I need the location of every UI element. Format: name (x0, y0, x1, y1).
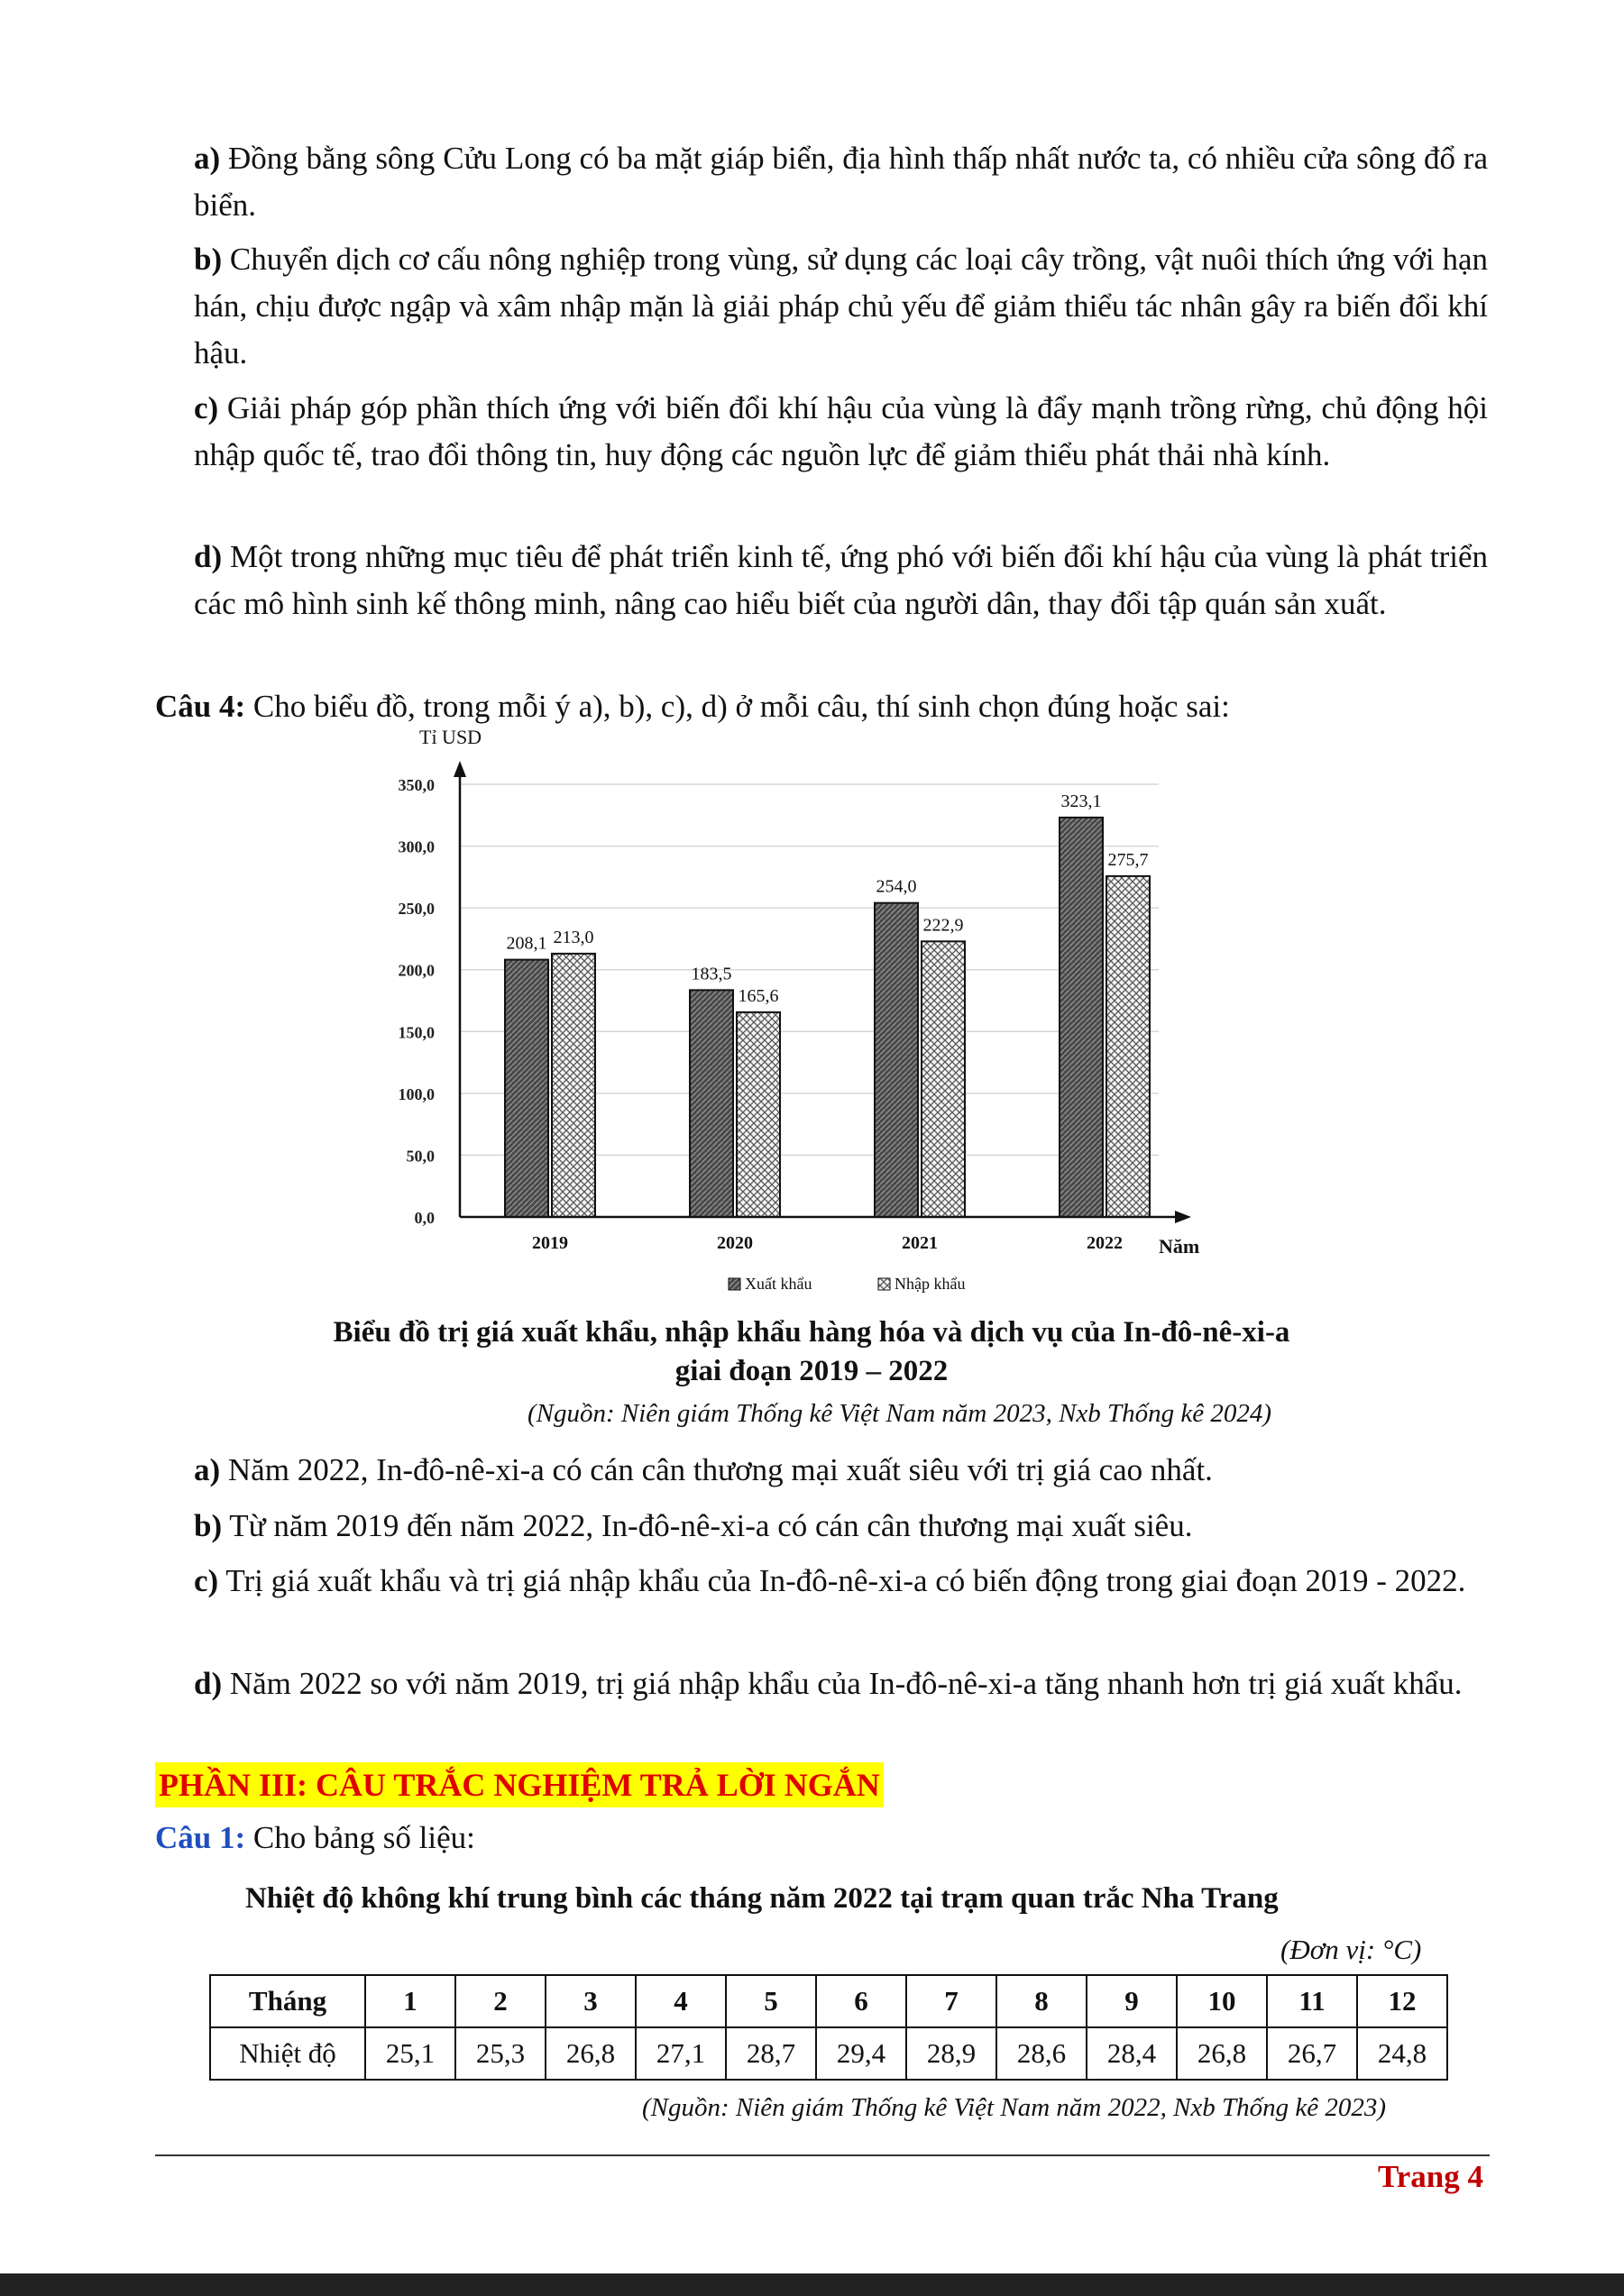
bottom-edge (0, 2273, 1624, 2296)
bar-import (737, 1012, 780, 1217)
q4-item-a (194, 1447, 1488, 1494)
y-tick-label: 100,0 (398, 1084, 435, 1103)
bar-chart (361, 730, 1226, 1316)
item-text: Trị giá xuất khẩu và trị giá nhập khẩu của In-đô-nê-xi-a có biến động trong giai đoạn 2019 - 2022. (218, 1563, 1466, 1598)
chart-caption-line1: Biểu đồ trị giá xuất khẩu, nhập khẩu hàng hóa và dịch vụ của In-đô-nê-xi-a (333, 1316, 1290, 1349)
item-letter: a) (194, 141, 221, 176)
item-letter: c) (194, 1563, 219, 1598)
y-axis-label: Tỉ USD (419, 730, 482, 748)
item-text: Giải pháp góp phần thích ứng với biến đổi khí hậu của vùng là đẩy mạnh trồng rừng, chủ động hội nhập quốc tế, trao đổi thông tin, huy động các nguồn lực để giảm thiểu phát thải nhà kính. (194, 390, 1488, 472)
question-label: Câu 1: (155, 1820, 246, 1855)
chart-bars (505, 791, 1150, 1217)
month-cell: 6 (816, 1975, 906, 2027)
legend-label-import: Nhập khẩu (895, 1275, 966, 1293)
y-tick-label: 0,0 (414, 1209, 435, 1227)
temperature-cell: 28,6 (996, 2027, 1087, 2080)
bar-import (1106, 876, 1150, 1217)
legend-swatch-export (729, 1278, 740, 1290)
x-tick-labels (532, 1233, 1123, 1253)
bar-export (875, 903, 918, 1217)
month-cell: 7 (906, 1975, 996, 2027)
item-text: Một trong những mục tiêu để phát triển kinh tế, ứng phó với biến đổi khí hậu của vùng là phát triển các mô hình sinh kế thông minh, nâng cao hiểu biết của người dân, thay đổi tập quán sản xuất. (194, 539, 1488, 621)
temperature-cell: 27,1 (636, 2027, 726, 2080)
data-label: 323,1 (1060, 791, 1102, 811)
item-letter: b) (194, 1508, 223, 1543)
item-letter: d) (194, 539, 223, 574)
y-tick-label: 350,0 (398, 776, 435, 794)
data-label: 222,9 (922, 915, 964, 936)
data-label: 213,0 (553, 927, 594, 947)
temperature-cell: 24,8 (1357, 2027, 1447, 2080)
item-text: Từ năm 2019 đến năm 2022, In-đô-nê-xi-a có cán cân thương mại xuất siêu. (222, 1508, 1193, 1543)
month-cell: 4 (636, 1975, 726, 2027)
x-tick-label: 2019 (532, 1233, 568, 1253)
page-number: Trang 4 (1378, 2159, 1483, 2194)
temperature-cell: 28,7 (726, 2027, 816, 2080)
q4-item-b (194, 1503, 1488, 1550)
bar-export (1060, 818, 1103, 1217)
item-d-prev (194, 534, 1488, 627)
y-tick-label: 150,0 (398, 1023, 435, 1042)
y-tick-label: 250,0 (398, 900, 435, 919)
data-label: 208,1 (506, 933, 547, 954)
question-text: Cho biểu đồ, trong mỗi ý a), b), c), d) ở mỗi câu, thí sinh chọn đúng hoặc sai: (245, 689, 1230, 724)
temperature-cell: 25,1 (365, 2027, 455, 2080)
section-title: PHẦN III: CÂU TRẮC NGHIỆM TRẢ LỜI NGẮN (155, 1762, 884, 1807)
item-text: Năm 2022, In-đô-nê-xi-a có cán cân thương mại xuất siêu với trị giá cao nhất. (220, 1452, 1213, 1487)
table-unit: (Đơn vị: °C) (1280, 1934, 1422, 1965)
x-tick-label: 2020 (717, 1233, 753, 1253)
q4-item-c (194, 1558, 1488, 1605)
x-tick-label: 2021 (902, 1233, 938, 1253)
month-cell: 11 (1267, 1975, 1357, 2027)
month-cell: 9 (1087, 1975, 1177, 2027)
bar-export (690, 990, 733, 1217)
q4-item-d (194, 1660, 1488, 1707)
item-text: Chuyển dịch cơ cấu nông nghiệp trong vùng, sử dụng các loại cây trồng, vật nuôi thích ứng với hạn hán, chịu được ngập và xâm nhập mặn là giải pháp chủ yếu để giảm thiểu tác nhân gây ra biến đổi khí hậu. (194, 242, 1488, 370)
y-tick-labels (399, 776, 436, 1227)
bar-import (552, 954, 595, 1217)
data-label: 183,5 (691, 964, 732, 984)
month-cell: 2 (455, 1975, 546, 2027)
legend-label-export: Xuất khẩu (745, 1275, 812, 1293)
temperature-cell: 26,8 (546, 2027, 636, 2080)
item-letter: d) (194, 1666, 223, 1701)
question-label: Câu 4: (155, 689, 246, 724)
question-4 (155, 683, 1230, 730)
legend-swatch-import (878, 1278, 890, 1290)
footer-divider (155, 2154, 1490, 2156)
month-cell: 3 (546, 1975, 636, 2027)
item-letter: a) (194, 1452, 221, 1487)
chart-legend (729, 1275, 965, 1293)
data-label: 254,0 (876, 876, 917, 897)
month-cell: 1 (365, 1975, 455, 2027)
y-tick-label: 50,0 (406, 1147, 435, 1166)
bar-import (922, 941, 965, 1217)
y-tick-label: 300,0 (398, 837, 435, 856)
data-label: 275,7 (1107, 849, 1149, 870)
item-text: Năm 2022 so với năm 2019, trị giá nhập khẩu của In-đô-nê-xi-a tăng nhanh hơn trị giá xuất khẩu. (222, 1666, 1463, 1701)
temperature-table (209, 1974, 1448, 2081)
bar-export (505, 960, 548, 1217)
temperature-cell: 29,4 (816, 2027, 906, 2080)
month-cell: 5 (726, 1975, 816, 2027)
temperature-cell: 28,9 (906, 2027, 996, 2080)
x-axis-arrow (1175, 1211, 1191, 1223)
item-letter: c) (194, 390, 219, 425)
item-b-prev (194, 236, 1488, 377)
y-axis-arrow (454, 761, 466, 777)
chart-source: (Nguồn: Niên giám Thống kê Việt Nam năm 2023, Nxb Thống kê 2024) (528, 1399, 1272, 1428)
chart-caption-line2: giai đoạn 2019 – 2022 (674, 1355, 949, 1387)
table-row (210, 1975, 1447, 2027)
row-header-month: Tháng (210, 1975, 365, 2027)
item-a-prev (194, 135, 1488, 229)
data-label: 165,6 (738, 985, 779, 1006)
table-title: Nhiệt độ không khí trung bình các tháng năm 2022 tại trạm quan trắc Nha Trang (245, 1882, 1279, 1915)
y-tick-label: 200,0 (398, 961, 435, 980)
item-c-prev (194, 385, 1488, 479)
temperature-cell: 25,3 (455, 2027, 546, 2080)
month-cell: 8 (996, 1975, 1087, 2027)
month-cell: 12 (1357, 1975, 1447, 2027)
table-row (210, 2027, 1447, 2080)
table-source: (Nguồn: Niên giám Thống kê Việt Nam năm 2022, Nxb Thống kê 2023) (642, 2093, 1387, 2122)
temperature-cell: 26,8 (1177, 2027, 1267, 2080)
month-cell: 10 (1177, 1975, 1267, 2027)
item-letter: b) (194, 242, 223, 277)
row-header-temp: Nhiệt độ (210, 2027, 365, 2080)
temperature-cell: 28,4 (1087, 2027, 1177, 2080)
x-axis-label: Năm (1159, 1235, 1200, 1258)
question-1 (155, 1815, 475, 1861)
x-tick-label: 2022 (1087, 1233, 1123, 1253)
item-text: Đồng bằng sông Cửu Long có ba mặt giáp biển, địa hình thấp nhất nước ta, có nhiều cửa sông đổ ra biển. (194, 141, 1488, 223)
question-text: Cho bảng số liệu: (245, 1820, 475, 1855)
temperature-cell: 26,7 (1267, 2027, 1357, 2080)
